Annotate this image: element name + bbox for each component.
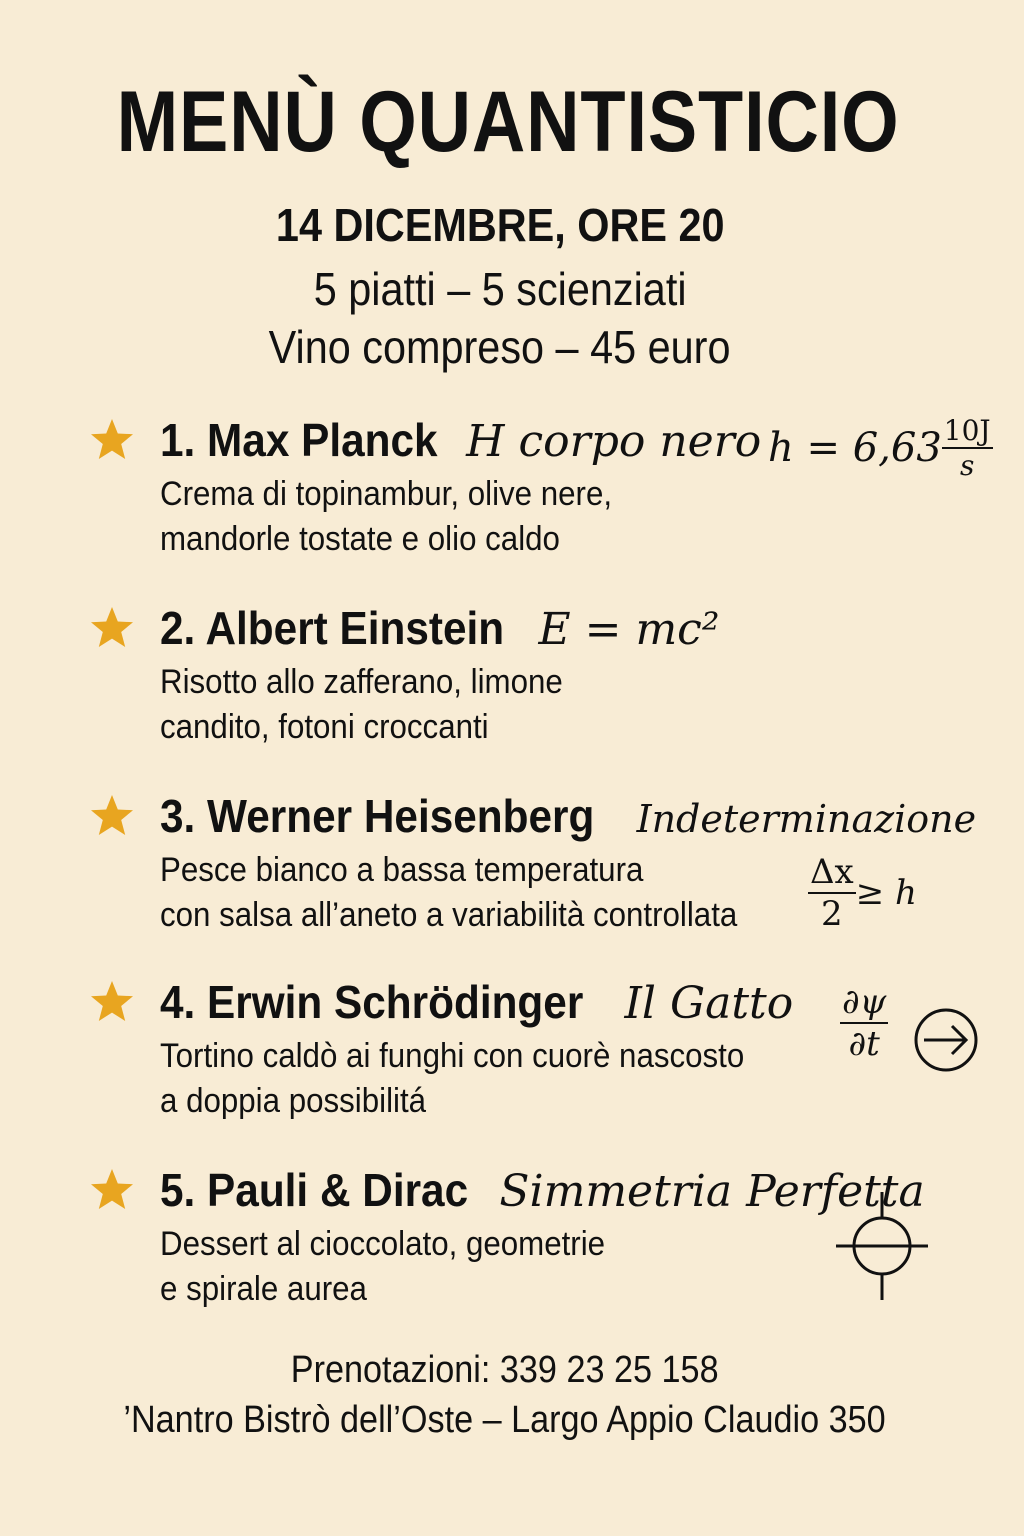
- formula-exponent: 10: [943, 414, 980, 447]
- description-line: Crema di topinambur, olive nere,: [160, 475, 613, 513]
- formula-lhs: h = 6,63: [768, 425, 942, 471]
- formula-fraction: [808, 852, 856, 934]
- menu-item-name: 2. Albert Einstein: [160, 602, 505, 654]
- menu-item-name: 3. Werner Heisenberg: [160, 790, 595, 842]
- star-icon: [88, 416, 136, 464]
- formula-rhs: ≥ h: [855, 873, 917, 913]
- event-format-text: 5 piatti – 5 scienziati: [313, 263, 687, 315]
- star-icon: [88, 1166, 136, 1214]
- description-line: mandorle tostate e olio caldo: [160, 520, 560, 558]
- menu-item-subtitle: Simmetria Perfetta: [499, 1166, 925, 1217]
- formula-denominator: s: [960, 449, 975, 482]
- description-line: candito, fotoni croccanti: [160, 708, 489, 746]
- heisenberg-formula: [808, 852, 917, 934]
- booking-text: Prenotazioni: 339 23 25 158: [291, 1349, 719, 1391]
- description-line: Risotto allo zafferano, limone: [160, 663, 563, 701]
- star-icon: [88, 604, 136, 652]
- formula-fraction: [840, 982, 888, 1064]
- event-date-text: 14 DICEMBRE, ORE 20: [275, 199, 725, 251]
- formula-numerator: Δx: [810, 852, 854, 892]
- formula-unit: J: [979, 414, 991, 447]
- description-line: Tortino caldò ai funghi con cuorè nascosto: [160, 1037, 745, 1075]
- description-line: a doppia possibilitá: [160, 1082, 427, 1120]
- description-line: Dessert al cioccolato, geometrie: [160, 1225, 606, 1263]
- menu-item-description: [160, 660, 598, 750]
- menu-item-description: [160, 1222, 644, 1312]
- event-price: [0, 318, 1000, 376]
- description-line: con salsa all’aneto a variabilità controllata: [160, 896, 738, 934]
- event-price-text: Vino compreso – 45 euro: [269, 321, 731, 373]
- schrodinger-formula: [840, 982, 888, 1064]
- menu-item-subtitle: Il Gatto: [624, 978, 794, 1029]
- booking-info: [0, 1346, 1010, 1394]
- menu-item-name: 5. Pauli & Dirac: [160, 1164, 469, 1216]
- address-text: ’Nantro Bistrò dell’Oste – Largo Appio Claudio 350: [123, 1399, 887, 1441]
- menu-item-subtitle: H corpo nero: [466, 416, 762, 467]
- star-icon: [88, 978, 136, 1026]
- description-line: e spirale aurea: [160, 1270, 367, 1308]
- planck-formula: [768, 414, 993, 482]
- event-format: [0, 260, 1000, 318]
- formula-denominator: ∂t: [848, 1024, 880, 1064]
- menu-item-description: [160, 1034, 795, 1124]
- formula-numerator: ∂ψ: [842, 982, 887, 1022]
- circled-arrow-icon: [912, 1006, 980, 1074]
- menu-item-subtitle: E = mc²: [538, 604, 720, 655]
- menu-item-description: [160, 848, 787, 938]
- star-icon: [88, 792, 136, 840]
- menu-title: MENÙ QUANTISTICIO: [116, 74, 900, 170]
- menu-item-description: [160, 472, 651, 562]
- description-line: Pesce bianco a bassa temperatura: [160, 851, 644, 889]
- restaurant-address: [0, 1396, 1010, 1444]
- menu-item-name: 1. Max Planck: [160, 414, 438, 466]
- menu-item-subtitle: Indeterminazione: [636, 797, 977, 841]
- crossed-circle-symbol-icon: [834, 1190, 930, 1302]
- formula-denominator: 2: [821, 894, 843, 934]
- formula-numerator: [942, 414, 993, 449]
- menu-item-name: 4. Erwin Schrödinger: [160, 976, 584, 1028]
- event-date: [0, 196, 1000, 254]
- formula-fraction: [942, 414, 993, 482]
